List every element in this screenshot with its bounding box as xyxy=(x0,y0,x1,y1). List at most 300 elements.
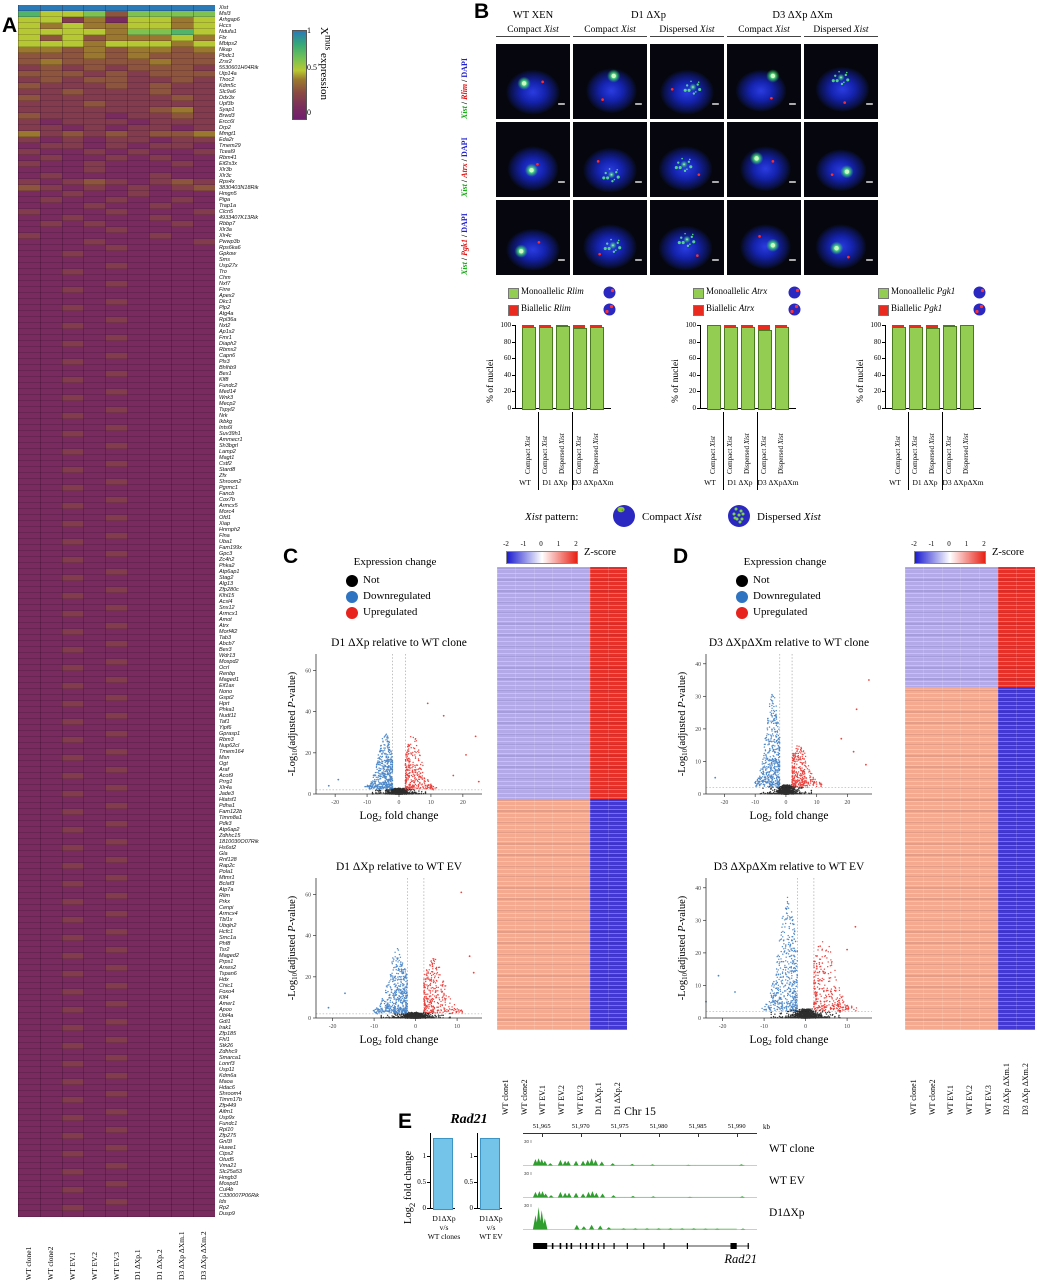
gene-label: Tmem29 xyxy=(219,143,241,149)
fish-subheader: Compact Xist xyxy=(573,25,647,37)
legend-label: Monoallelic Rlim xyxy=(521,286,584,296)
gene-label: Shroom2 xyxy=(219,479,242,485)
svg-text:0: 0 xyxy=(308,1016,311,1022)
y-tick-label: 100 xyxy=(870,321,881,329)
fish-group-header: WT XEN xyxy=(512,10,554,21)
legend-swatch xyxy=(878,305,889,316)
svg-text:60: 60 xyxy=(305,892,311,899)
fish-row-label: Xist / Pgk1 / DAPI xyxy=(460,213,469,275)
gene-label: Zfp449 xyxy=(219,1103,237,1109)
biallelic-bar xyxy=(758,325,770,330)
gene-label: Pbdc1 xyxy=(219,53,235,59)
gene-label: Vma21 xyxy=(219,1163,237,1169)
y-tick-label: 20 xyxy=(689,387,696,396)
ruler-tick-label: 51,965 xyxy=(532,1123,551,1130)
track-label: WT EV xyxy=(769,1175,805,1187)
gene-label: Gdi1 xyxy=(219,1019,231,1025)
svg-text:D3 ΔXpΔXm relative to WT clone: D3 ΔXpΔXm relative to WT clone xyxy=(708,637,870,649)
gene-label: Ap1s2 xyxy=(219,329,235,335)
gene-label: Timm8a1 xyxy=(219,815,242,821)
nucleus-icon xyxy=(788,303,801,316)
zscore-column xyxy=(998,567,1017,1030)
svg-text:-20: -20 xyxy=(331,800,340,806)
gene-label: 5530601H04Rik xyxy=(219,65,259,71)
gene-label: Amot xyxy=(219,617,232,623)
gene-label: Alg13 xyxy=(219,581,234,587)
legend-label: Biallelic Atrx xyxy=(706,303,755,313)
ruler-unit: kb xyxy=(763,1123,770,1131)
track-label: WT clone xyxy=(769,1143,815,1155)
gene-label: Hmgn5 xyxy=(219,191,237,197)
x-tick-label: Compact Xist xyxy=(945,436,953,474)
gene-label: Mmgt1 xyxy=(219,131,236,137)
zscore-column xyxy=(497,567,516,1030)
y-tick xyxy=(697,391,700,392)
fc-tick-mark xyxy=(427,1182,430,1183)
gene-label: Fam199x xyxy=(219,545,242,551)
y-tick-label: 0 xyxy=(507,404,511,412)
y-tick xyxy=(512,375,515,376)
monoallelic-bar xyxy=(556,326,570,410)
y-tick-label: 40 xyxy=(874,370,881,379)
y-tick-label: 0 xyxy=(692,404,696,412)
ruler-tick-label: 51,970 xyxy=(571,1123,590,1130)
gene-label: Htatsf1 xyxy=(219,797,237,803)
coverage-track xyxy=(523,1170,757,1199)
gene-label: Lamp2 xyxy=(219,449,236,455)
gene-label: Tbl1x xyxy=(219,917,233,923)
group-label-d1: D1 ΔXp xyxy=(912,478,938,487)
gene-label: Prkx xyxy=(219,899,230,905)
zscore-heatmap-c xyxy=(497,567,627,1030)
expression-colorbar xyxy=(292,30,307,120)
gene-label: Usp27x xyxy=(219,263,238,269)
gene-label: Bex3 xyxy=(219,647,232,653)
y-tick-label: 100 xyxy=(685,321,696,329)
gene-label: Usp11 xyxy=(219,1067,235,1073)
gene-label: Gnl3l xyxy=(219,1139,232,1145)
fc-tick-mark xyxy=(474,1156,477,1157)
svg-text:D1 ΔXp relative to WT clone: D1 ΔXp relative to WT clone xyxy=(331,637,467,649)
gene-label: Nup62cl xyxy=(219,743,240,749)
compact-xist-icon xyxy=(612,503,636,529)
gene-label: C330007P06Rik xyxy=(219,1193,260,1199)
x-tick-label: Compact Xist xyxy=(760,436,768,474)
group-label-d3: D3 ΔXpΔXm xyxy=(572,478,614,487)
y-tick xyxy=(512,342,515,343)
gene-label: Hprt xyxy=(219,701,230,707)
fc-y-tick: 1 xyxy=(469,1152,473,1161)
fc-tick-mark xyxy=(427,1156,430,1157)
biallelic-bar xyxy=(909,325,921,327)
gene-label: Mospd1 xyxy=(219,1181,239,1187)
gene-label: Ofd1 xyxy=(219,515,231,521)
biallelic-bar xyxy=(539,325,551,327)
fish-image xyxy=(727,122,801,197)
gene-label: Tmem164 xyxy=(219,749,244,755)
gene-label: Apoo xyxy=(219,1007,232,1013)
y-tick xyxy=(512,325,515,326)
zscore-gradient xyxy=(506,551,578,564)
gene-label: Thoc2 xyxy=(219,77,235,83)
monoallelic-bar xyxy=(758,330,772,410)
x-tick-label: Dispersed Xist xyxy=(743,433,751,474)
fish-subheader: Compact Xist xyxy=(727,25,801,37)
zscore-tick: 1 xyxy=(556,540,561,548)
gene-label: Dusp9 xyxy=(219,1211,235,1217)
gene-label: Atp6ap1 xyxy=(219,569,240,575)
svg-text:10: 10 xyxy=(454,1024,460,1030)
zscore-column-label: D3 ΔXp ΔXm.1 xyxy=(1002,1063,1012,1115)
gene-label: Armcx1 xyxy=(219,611,238,617)
sample-label: WT EV.1 xyxy=(67,1251,77,1280)
fish-image xyxy=(727,200,801,275)
gene-label: Chm xyxy=(219,275,231,281)
biallelic-bar xyxy=(775,325,787,327)
svg-text:40: 40 xyxy=(305,933,311,940)
gene-label: Stk26 xyxy=(219,1043,234,1049)
fish-image xyxy=(650,122,724,197)
group-label-d3: D3 ΔXpΔXm xyxy=(757,478,799,487)
gene-label: Rbmx2 xyxy=(219,347,237,353)
ruler-tick-label: 51,975 xyxy=(610,1123,629,1130)
gene-label: 1810030O07Rik xyxy=(219,839,259,845)
monoallelic-bar xyxy=(943,326,957,410)
fc-y-tick: 0.5 xyxy=(417,1178,426,1187)
pattern-label: Dispersed Xist xyxy=(757,511,821,523)
fish-row-label: Xist / Atrx / DAPI xyxy=(460,137,469,197)
group-label-d1: D1 ΔXp xyxy=(727,478,753,487)
colorbar-label: $X^{mus}$ expression xyxy=(318,27,334,101)
gene-label: Ndufa1 xyxy=(219,29,237,35)
gene-label: Ubqln2 xyxy=(219,923,237,929)
group-label-wt: WT xyxy=(704,478,716,487)
fc-bar xyxy=(480,1138,500,1210)
svg-text:-Log10​(adjusted P-value): -Log10(adjusted P-value) xyxy=(287,895,299,1001)
gene-label: Drp2 xyxy=(219,125,231,131)
biallelic-bar xyxy=(522,325,534,327)
zscore-tick: -1 xyxy=(520,540,527,548)
zscore-column-label: WT clone1 xyxy=(909,1079,919,1115)
fish-image xyxy=(573,200,647,275)
zscore-column xyxy=(942,567,961,1030)
biallelic-bar xyxy=(724,325,736,327)
gene-label: Ocrl xyxy=(219,665,230,671)
svg-text:40: 40 xyxy=(305,709,311,716)
fc-bar-label: D1ΔXp v/s WT EV xyxy=(479,1214,503,1241)
heatmap-row xyxy=(18,1211,215,1217)
ruler-tick xyxy=(620,1133,621,1137)
gene-label: Nudt11 xyxy=(219,713,237,719)
y-tick xyxy=(882,375,885,376)
gene-label: Stard8 xyxy=(219,467,236,473)
colorbar-tick-min: 0 xyxy=(307,108,311,117)
svg-text:-10: -10 xyxy=(370,1024,378,1030)
ruler-tick xyxy=(659,1133,660,1137)
gene-label: Bhlhb9 xyxy=(219,365,237,371)
ruler-tick xyxy=(737,1133,738,1137)
gene-label: Ogt xyxy=(219,761,228,767)
gene-label: Pwwp3b xyxy=(219,239,240,245)
gene-label: Irak1 xyxy=(219,1025,232,1031)
y-tick-label: 40 xyxy=(504,370,511,379)
gene-label: Rnf128 xyxy=(219,857,237,863)
fish-image xyxy=(650,200,724,275)
log2fc-axis-label: Log$_2$ fold change xyxy=(403,1150,418,1224)
legend-label: Biallelic Pgk1 xyxy=(891,303,943,313)
percent-nuclei-axis-label: % of nuclei xyxy=(856,359,866,403)
gene-label: Slc25a53 xyxy=(219,1169,242,1175)
legend-dot-downregulated xyxy=(736,591,748,603)
volcano-plot xyxy=(286,856,491,1061)
gene-label: Acot9 xyxy=(219,773,234,779)
gene-label: Syap1 xyxy=(219,107,235,113)
track-label: D1ΔXp xyxy=(769,1207,805,1219)
x-tick-label: Compact Xist xyxy=(911,436,919,474)
gene-label: Zrsr2 xyxy=(219,59,232,65)
gene-label: Atp6ap2 xyxy=(219,827,240,833)
gene-label: Pgrmc1 xyxy=(219,485,238,491)
zscore-column xyxy=(924,567,943,1030)
gene-label: Nxt2 xyxy=(219,323,231,329)
colorbar-tick-max: 1 xyxy=(307,26,311,35)
legend-item-label: Upregulated xyxy=(363,606,418,618)
fc-y-tick: 0.5 xyxy=(464,1178,473,1187)
zscore-column xyxy=(905,567,924,1030)
gene-label: Gpc3 xyxy=(219,551,233,557)
nucleus-icon xyxy=(788,286,801,299)
sample-label: WT clone2 xyxy=(45,1246,55,1280)
gene-label: Cenpi xyxy=(219,905,234,911)
gene-label: Apex2 xyxy=(219,293,235,299)
monoallelic-bar xyxy=(707,325,721,410)
gene-label: Mecp2 xyxy=(219,401,236,407)
gene-label: Ids xyxy=(219,1199,227,1205)
gene-label: Rp2 xyxy=(219,1205,230,1211)
coverage-track xyxy=(523,1202,757,1231)
y-tick xyxy=(882,342,885,343)
gene-label: Stag2 xyxy=(219,575,234,581)
gene-label: Xlr3a xyxy=(219,227,232,233)
y-tick-label: 60 xyxy=(504,354,511,363)
gene-label: Phka2 xyxy=(219,563,235,569)
gene-label: Plp2 xyxy=(219,305,231,311)
biallelic-bar xyxy=(556,325,568,326)
legend-label: Monoallelic Pgk1 xyxy=(891,286,956,296)
legend-dot-not xyxy=(346,575,358,587)
gene-label: Fundc1 xyxy=(219,1121,238,1127)
zscore-column xyxy=(571,567,590,1030)
gene-label: Huwe1 xyxy=(219,1145,237,1151)
y-tick xyxy=(697,375,700,376)
gene-label: Zfp275 xyxy=(219,1133,237,1139)
gene-label: Phka1 xyxy=(219,707,235,713)
gene-label: Rbm3 xyxy=(219,737,234,743)
ruler-tick-label: 51,990 xyxy=(727,1123,746,1130)
gene-label: Gpkow xyxy=(219,251,237,257)
group-label-wt: WT xyxy=(519,478,531,487)
x-tick-label: Dispersed Xist xyxy=(592,433,600,474)
sample-label: WT clone1 xyxy=(23,1246,33,1280)
monoallelic-bar xyxy=(522,327,536,410)
gene-label: Mospd2 xyxy=(219,659,239,665)
legend-label: Monoallelic Atrx xyxy=(706,286,768,296)
zscore-tick: 2 xyxy=(574,540,578,548)
zscore-column xyxy=(534,567,553,1030)
svg-text:-Log10​(adjusted P-value): -Log10(adjusted P-value) xyxy=(287,671,299,777)
gene-label: Brwd3 xyxy=(219,113,235,119)
gene-label: Uba1 xyxy=(219,539,233,545)
monoallelic-bar xyxy=(539,327,553,410)
panel-b-label: B xyxy=(474,0,490,23)
zscore-column xyxy=(590,567,609,1030)
gene-label: Capn6 xyxy=(219,353,236,359)
y-tick xyxy=(882,325,885,326)
gene-label: Xlr4c xyxy=(219,233,232,239)
fc-tick-mark xyxy=(474,1182,477,1183)
x-tick-label: Compact Xist xyxy=(726,436,734,474)
gene-label: Renbp xyxy=(219,671,236,677)
zscore-column-label: D3 ΔXp ΔXm.2 xyxy=(1020,1063,1030,1115)
svg-text:60: 60 xyxy=(305,668,311,675)
svg-text:20: 20 xyxy=(305,974,311,981)
gene-label: Piga xyxy=(219,197,231,203)
zscore-column-label: D1 ΔXp.1 xyxy=(594,1082,604,1115)
gene-label: Nono xyxy=(219,689,233,695)
gene-label: Atg4a xyxy=(219,311,234,317)
gene-label: Tab3 xyxy=(219,635,232,641)
fish-group-header: D3 ΔXp ΔXm xyxy=(772,10,833,21)
nucleus-icon xyxy=(603,286,616,299)
colorbar-tick-mid: 0.5 xyxy=(307,63,317,72)
gene-label: Cstf2 xyxy=(219,461,232,467)
gene-label: Flna xyxy=(219,533,230,539)
panel-a-label: A xyxy=(2,14,18,37)
gene-label: Prrg1 xyxy=(219,779,233,785)
x-tick-label: Compact Xist xyxy=(575,436,583,474)
fish-subheader: Dispersed Xist xyxy=(650,25,724,37)
rad21-title: Rad21 xyxy=(450,1112,488,1127)
xist-pattern-title: Xist pattern: xyxy=(525,511,579,523)
gene-label: Shroom4 xyxy=(219,1091,242,1097)
gene-label: Rps4x xyxy=(219,179,235,185)
gene-label: Slc9a6 xyxy=(219,89,236,95)
fish-row-label: Xist / Rlim / DAPI xyxy=(460,58,469,119)
legend-swatch xyxy=(693,305,704,316)
gene-label: Chic1 xyxy=(219,983,234,989)
gene-label: Zdhhc9 xyxy=(219,1049,238,1055)
monoallelic-bar xyxy=(960,325,974,410)
gene-label: Phf8 xyxy=(219,941,231,947)
gene-label: 4933407K13Rik xyxy=(219,215,259,221)
gene-label: Gprasp1 xyxy=(219,731,241,737)
gene-label: Amer1 xyxy=(219,1001,236,1007)
ruler-tick xyxy=(698,1133,699,1137)
gene-label: Pdk3 xyxy=(219,821,232,827)
gene-label: Taf1 xyxy=(219,719,230,725)
fc-y-tick: 1 xyxy=(422,1152,426,1161)
gene-label: Mbtps2 xyxy=(219,41,238,47)
gene-label: Jade3 xyxy=(219,791,234,797)
gene-label: Eif2s3x xyxy=(219,161,238,167)
gene-label: Hdx xyxy=(219,977,229,983)
gene-label: Smarca1 xyxy=(219,1055,242,1061)
gene-label: Arxes2 xyxy=(219,965,237,971)
gene-label: Tspyl2 xyxy=(219,407,235,413)
gene-label: Ammecr1 xyxy=(219,437,243,443)
y-tick-label: 80 xyxy=(689,337,696,346)
svg-text:20: 20 xyxy=(305,750,311,757)
zscore-tick: 0 xyxy=(539,540,543,548)
y-tick xyxy=(697,325,700,326)
legend-label: Biallelic Rlim xyxy=(521,303,571,313)
gene-label: Snx12 xyxy=(219,605,235,611)
panel-e-label: E xyxy=(398,1110,413,1133)
zscore-column-label: WT EV.1 xyxy=(946,1085,956,1115)
monoallelic-bar xyxy=(724,327,738,410)
svg-text:0: 0 xyxy=(414,1024,418,1030)
gene-label: Bex1 xyxy=(219,371,232,377)
gene-label: Timm17b xyxy=(219,1097,242,1103)
svg-text:-20: -20 xyxy=(328,1024,337,1030)
gene-label: Hccs xyxy=(219,23,232,29)
x-tick-label: Compact Xist xyxy=(541,436,549,474)
zscore-tick: -2 xyxy=(503,540,509,548)
gene-label: Mtmr1 xyxy=(219,875,235,881)
gene-label: Ubl4a xyxy=(219,1013,234,1019)
y-tick-label: 80 xyxy=(874,337,881,346)
y-tick xyxy=(512,408,515,409)
zscore-column-label: WT EV.2 xyxy=(965,1085,974,1115)
svg-text:0: 0 xyxy=(397,800,401,806)
gene-label: Rlim xyxy=(219,893,230,899)
gene-label: Ikbkg xyxy=(219,419,233,425)
svg-text:10: 10 xyxy=(428,800,434,806)
y-tick xyxy=(697,358,700,359)
fish-group-header: D1 ΔXp xyxy=(630,10,667,21)
volcano-plot xyxy=(676,856,881,1061)
gene-label: Upf3b xyxy=(219,101,234,107)
gene-label: Yipf6 xyxy=(219,725,232,731)
gene-label: Acsl4 xyxy=(219,599,233,605)
biallelic-bar xyxy=(741,325,753,327)
x-tick-label: Compact Xist xyxy=(524,436,532,474)
volcano-plot xyxy=(676,632,881,837)
sample-label: WT EV.3 xyxy=(111,1251,121,1280)
svg-text:20: 20 xyxy=(459,800,466,806)
zscore-column-label: WT EV.3 xyxy=(983,1085,993,1115)
zscore-column xyxy=(979,567,998,1030)
gene-label: Fundc2 xyxy=(219,383,238,389)
gene-label: Ddx3x xyxy=(219,95,235,101)
gene-label: Klhl15 xyxy=(219,593,235,599)
gene-label: Maged2 xyxy=(219,953,239,959)
y-tick-label: 20 xyxy=(874,387,881,396)
monoallelic-bar xyxy=(926,328,940,410)
zscore-column xyxy=(1016,567,1035,1030)
fc-tick-mark xyxy=(474,1208,477,1209)
coverage-track xyxy=(523,1138,757,1167)
gene-label: Prps1 xyxy=(219,959,234,965)
zscore-gradient xyxy=(914,551,986,564)
gene-label: Fancb xyxy=(219,491,235,497)
xmus-heatmap xyxy=(18,5,215,1217)
gene-label: Arhgap6 xyxy=(219,17,240,23)
gene-label: Atrx xyxy=(219,623,229,629)
y-tick xyxy=(512,358,515,359)
gene-label: Fmr1 xyxy=(219,335,232,341)
gene-label: Rbm41 xyxy=(219,155,237,161)
